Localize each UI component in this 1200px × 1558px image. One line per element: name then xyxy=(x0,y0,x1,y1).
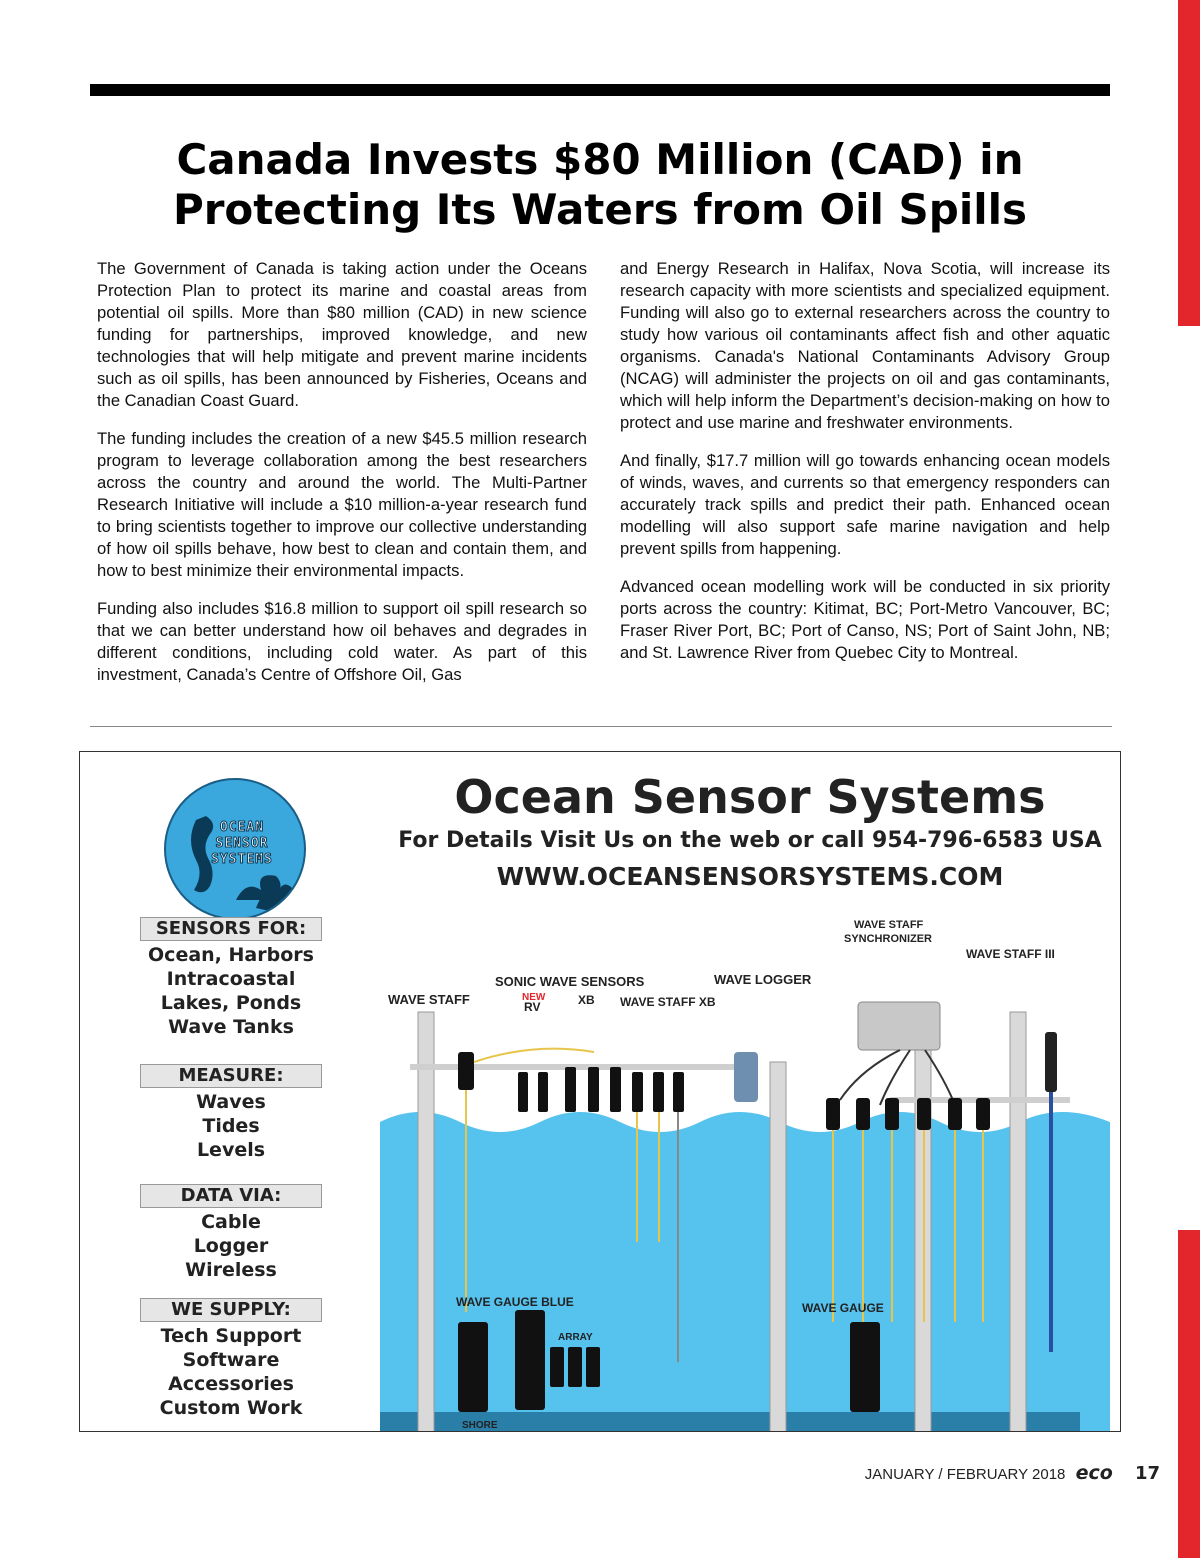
label-wave-gauge-blue: WAVE GAUGE BLUE xyxy=(456,1295,574,1309)
we-supply-section xyxy=(138,1298,324,1420)
array-gauge xyxy=(550,1347,564,1387)
wave-staff-sensor xyxy=(458,1052,474,1090)
section-item: Ocean, Harbors xyxy=(148,944,314,966)
water-body xyxy=(380,1112,1110,1432)
label-wave-logger: WAVE LOGGER xyxy=(714,972,812,987)
magazine-logo: eco xyxy=(1075,1462,1113,1484)
sensors-for-section xyxy=(138,917,324,1039)
issue-date: JANUARY / FEBRUARY 2018 xyxy=(864,1466,1066,1483)
ocean-sensor-logo xyxy=(164,778,306,920)
sonic-sensor-xb xyxy=(588,1067,599,1112)
section-heading: WE SUPPLY: xyxy=(140,1298,322,1322)
page-number: 17 xyxy=(1134,1463,1160,1484)
logo-line: SENSOR xyxy=(215,836,269,851)
piling xyxy=(770,1062,786,1432)
section-item: Lakes, Ponds xyxy=(160,992,302,1014)
section-item: Wireless xyxy=(185,1259,277,1281)
paragraph: The funding includes the creation of a new $45.5 million research program to leverage collaboration among the best researchers across the country and around the world. The Multi-Partner Research Initiative will include a $10 million-a-year research fund to bring scientists together to improve our collective understanding of how oil spills behave, how best to clean and contain them, and how to best minimize their environmental impacts. xyxy=(97,429,587,580)
section-item: Tech Support xyxy=(160,1325,302,1347)
label-sync-line2: SYNCHRONIZER xyxy=(844,933,933,945)
ad-title: Ocean Sensor Systems xyxy=(454,770,1046,824)
page-footer xyxy=(760,1462,1160,1484)
label-rv: RV xyxy=(524,1000,541,1014)
section-item: Levels xyxy=(196,1139,266,1161)
measure-section xyxy=(138,1064,324,1162)
wave-gauge xyxy=(850,1322,880,1412)
wave-gauge-blue xyxy=(458,1322,488,1412)
array-gauge xyxy=(586,1347,600,1387)
section-item: Waves xyxy=(196,1091,266,1113)
section-item: Logger xyxy=(193,1235,269,1257)
article-column-right xyxy=(620,258,1110,680)
label-shore: SHORE xyxy=(462,1420,498,1431)
label-xb: XB xyxy=(578,993,595,1007)
section-item: Custom Work xyxy=(159,1397,303,1419)
paragraph: Funding also includes $16.8 million to support oil spill research so that we can better understand how oil behaves and degrades in different conditions, including cold water. As part of this investment, Canada’s Centre of Offshore Oil, Gas xyxy=(97,599,587,684)
sonic-sensor-xb xyxy=(565,1067,576,1112)
sensor-diagram xyxy=(380,912,1110,1432)
label-sync-line1: WAVE STAFF xyxy=(854,919,924,931)
sonic-sensor-rv xyxy=(518,1072,528,1112)
wave-staff-unit xyxy=(917,1098,931,1130)
sonic-sensor-rv xyxy=(538,1072,548,1112)
wave-staff-unit xyxy=(826,1098,840,1130)
sonic-sensor-xb xyxy=(610,1067,621,1112)
piling xyxy=(1010,1012,1026,1432)
label-wave-gauge: WAVE GAUGE xyxy=(802,1301,884,1315)
article-headline: Canada Invests $80 Million (CAD) in Protecting Its Waters from Oil Spills xyxy=(172,135,1028,234)
data-via-section xyxy=(138,1184,324,1282)
section-item: Intracoastal xyxy=(166,968,296,990)
wave-staff-xb xyxy=(673,1072,684,1112)
paragraph: Advanced ocean modelling work will be conducted in six priority ports across the country: Kitimat, BC; Port-Metro Vancouver, BC; Fraser River Port, BC; Port of Canso, NS; Port of Saint John, NB; and St. Lawrence River from Quebec City to Montreal. xyxy=(620,577,1110,662)
cable xyxy=(474,1049,594,1062)
section-heading: DATA VIA: xyxy=(140,1184,322,1208)
section-item: Accessories xyxy=(168,1373,294,1395)
section-item: Tides xyxy=(202,1115,260,1137)
logo-line: OCEAN xyxy=(219,820,265,835)
label-array: ARRAY xyxy=(558,1332,593,1343)
section-heading: SENSORS FOR: xyxy=(140,917,322,941)
wave-staff-iii xyxy=(1045,1032,1057,1092)
wave-staff-unit xyxy=(856,1098,870,1130)
sync-cable xyxy=(840,1050,900,1100)
wave-staff-unit xyxy=(948,1098,962,1130)
paragraph: The Government of Canada is taking action under the Oceans Protection Plan to protect its marine and coastal areas from potential oil spills. More than $80 million (CAD) in new science funding for partnerships, improved knowledge, and new technologies that will help mitigate and prevent marine incidents such as oil spills, has been announced by Fisheries, Oceans and the Canadian Coast Guard. xyxy=(97,259,587,410)
label-wave-staff: WAVE STAFF xyxy=(388,992,470,1007)
wave-gauge-blue xyxy=(515,1310,545,1410)
wave-logger xyxy=(734,1052,758,1102)
wave-staff-xb xyxy=(632,1072,643,1112)
label-sonic: SONIC WAVE SENSORS xyxy=(495,974,645,989)
ad-website-link[interactable]: WWW.OCEANSENSORSYSTEMS.COM xyxy=(496,862,1004,891)
wave-staff-unit xyxy=(976,1098,990,1130)
ad-contact-line[interactable]: For Details Visit Us on the web or call 954-796-6583 USA xyxy=(398,828,1102,853)
label-wave-staff-xb: WAVE STAFF XB xyxy=(620,995,716,1009)
logo-line: SYSTEMS xyxy=(211,852,273,867)
piling xyxy=(418,1012,434,1432)
edge-tab-bottom xyxy=(1178,1230,1200,1558)
edge-tab-top xyxy=(1178,0,1200,326)
section-item: Wave Tanks xyxy=(168,1016,294,1038)
article-column-left xyxy=(97,258,587,702)
wave-staff-xb xyxy=(653,1072,664,1112)
wave-staff-unit xyxy=(885,1098,899,1130)
advertisement[interactable] xyxy=(79,751,1121,1432)
section-item: Software xyxy=(182,1349,280,1371)
top-rule xyxy=(90,84,1110,96)
section-item: Cable xyxy=(201,1211,261,1233)
synchronizer-box xyxy=(858,1002,940,1050)
label-wave-staff-iii: WAVE STAFF III xyxy=(966,947,1055,961)
section-heading: MEASURE: xyxy=(140,1064,322,1088)
paragraph: And finally, $17.7 million will go towards enhancing ocean models of winds, waves, and currents so that emergency responders can accurately track spills and predict their path. Enhanced ocean modelling will also support safe marine navigation and help prevent spills from happening. xyxy=(620,451,1110,558)
label-new: NEW xyxy=(522,992,546,1003)
paragraph: and Energy Research in Halifax, Nova Scotia, will increase its research capacity with more scientists and specialized equipment. Funding will also go to external researchers across the country to study how various oil contaminants affect fish and other aquatic organisms. Canada's National Contaminants Advisory Group (NCAG) will administer the projects on oil and gas contaminants, which will help inform the Department’s decision-making on how to protect and use marine and freshwater environments. xyxy=(620,259,1110,432)
logo-text xyxy=(192,820,292,868)
array-gauge xyxy=(568,1347,582,1387)
section-divider xyxy=(90,726,1112,727)
